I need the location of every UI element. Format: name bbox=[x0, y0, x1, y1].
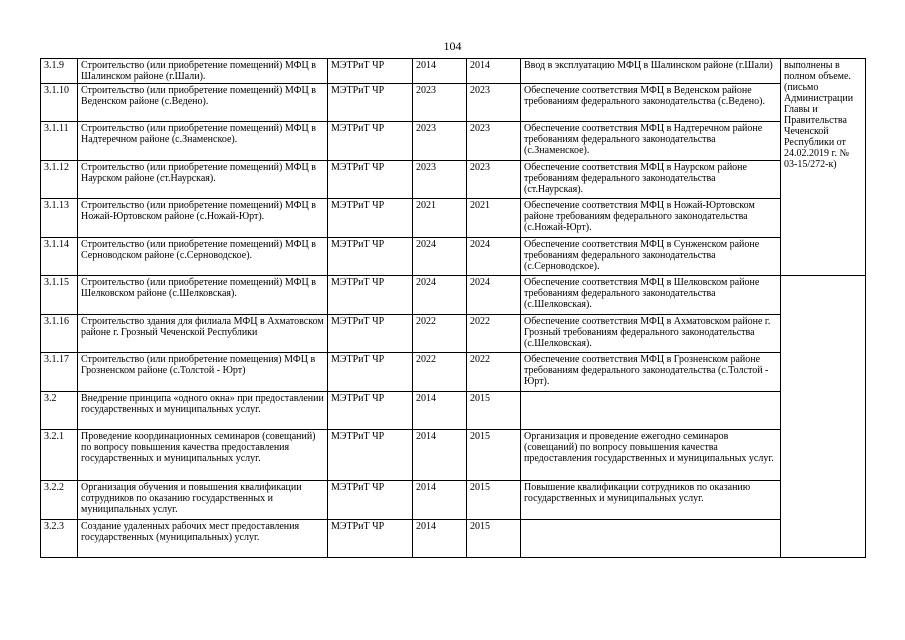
end-year: 2015 bbox=[467, 392, 521, 430]
executor: МЭТРиТ ЧР bbox=[328, 122, 413, 161]
row-number: 3.2 bbox=[41, 392, 78, 430]
measure-name: Создание удаленных рабочих мест предоставления государственных (муниципальных) услуг. bbox=[78, 520, 328, 558]
executor: МЭТРиТ ЧР bbox=[328, 199, 413, 238]
measure-name: Строительство (или приобретение помещений) МФЦ в Ножай-Юртовском районе (с.Ножай-Юрт). bbox=[78, 199, 328, 238]
executor: МЭТРиТ ЧР bbox=[328, 520, 413, 558]
expected-result: Повышение квалификации сотрудников по оказанию государственных и муниципальных услуг. bbox=[521, 481, 781, 520]
table-row bbox=[41, 122, 866, 161]
table-row bbox=[41, 276, 866, 315]
page-number: 104 bbox=[443, 39, 462, 53]
expected-result: Обеспечение соответствия МФЦ в Ахматовском районе г. Грозный требованиям федерального законодательства (с.Шелковская). bbox=[521, 315, 781, 353]
executor: МЭТРиТ ЧР bbox=[328, 430, 413, 481]
start-year: 2014 bbox=[413, 430, 467, 481]
row-number: 3.1.12 bbox=[41, 161, 78, 199]
row-number: 3.2.3 bbox=[41, 520, 78, 558]
measures-table bbox=[40, 58, 866, 558]
expected-result: Ввод в эксплуатацию МФЦ в Шалинском районе (г.Шали) bbox=[521, 59, 781, 84]
end-year: 2023 bbox=[467, 161, 521, 199]
row-number: 3.1.9 bbox=[41, 59, 78, 84]
start-year: 2014 bbox=[413, 59, 467, 84]
start-year: 2023 bbox=[413, 161, 467, 199]
table-row bbox=[41, 353, 866, 392]
end-year: 2015 bbox=[467, 430, 521, 481]
end-year: 2022 bbox=[467, 353, 521, 392]
start-year: 2022 bbox=[413, 315, 467, 353]
expected-result bbox=[521, 392, 781, 430]
end-year: 2024 bbox=[467, 276, 521, 315]
expected-result: Обеспечение соответствия МФЦ в Сунженском районе требованиям федерального законодательства (с.Серноводское). bbox=[521, 238, 781, 276]
row-number: 3.2.2 bbox=[41, 481, 78, 520]
table-row bbox=[41, 199, 866, 238]
expected-result: Обеспечение соответствия МФЦ в Надтеречном районе требованиям федерального законодательства (с.Знаменское). bbox=[521, 122, 781, 161]
start-year: 2024 bbox=[413, 276, 467, 315]
measure-name: Строительство (или приобретение помещения) МФЦ в Грозненском районе (с.Толстой - Юрт) bbox=[78, 353, 328, 392]
expected-result: Обеспечение соответствия МФЦ в Веденском районе требованиям федерального законодательства (с.Ведено). bbox=[521, 84, 781, 122]
row-number: 3.1.10 bbox=[41, 84, 78, 122]
table-row bbox=[41, 520, 866, 558]
executor: МЭТРиТ ЧР bbox=[328, 276, 413, 315]
executor: МЭТРиТ ЧР bbox=[328, 353, 413, 392]
executor: МЭТРиТ ЧР bbox=[328, 481, 413, 520]
expected-result: Обеспечение соответствия МФЦ в Грозненском районе требованиям федерального законодательства (с.Толстой - Юрт). bbox=[521, 353, 781, 392]
end-year: 2015 bbox=[467, 481, 521, 520]
start-year: 2021 bbox=[413, 199, 467, 238]
end-year: 2022 bbox=[467, 315, 521, 353]
table-row bbox=[41, 59, 866, 84]
table-row bbox=[41, 430, 866, 481]
measure-name: Внедрение принципа «одного окна» при предоставлении государственных и муниципальных услуг. bbox=[78, 392, 328, 430]
end-year: 2023 bbox=[467, 122, 521, 161]
executor: МЭТРиТ ЧР bbox=[328, 161, 413, 199]
measure-name: Строительство здания для филиала МФЦ в Ахматовском районе г. Грозный Чеченской Республики bbox=[78, 315, 328, 353]
table-row bbox=[41, 481, 866, 520]
end-year: 2021 bbox=[467, 199, 521, 238]
start-year: 2014 bbox=[413, 481, 467, 520]
measure-name: Проведение координационных семинаров (совещаний) по вопросу повышения качества предоставления государственных и муниципальных услуг. bbox=[78, 430, 328, 481]
row-number: 3.1.17 bbox=[41, 353, 78, 392]
start-year: 2014 bbox=[413, 392, 467, 430]
expected-result: Обеспечение соответствия МФЦ в Ножай-Юртовском районе требованиям федерального законодательства (с.Ножай-Юрт). bbox=[521, 199, 781, 238]
table-row bbox=[41, 161, 866, 199]
start-year: 2014 bbox=[413, 520, 467, 558]
executor: МЭТРиТ ЧР bbox=[328, 84, 413, 122]
row-number: 3.1.14 bbox=[41, 238, 78, 276]
measure-name: Строительство (или приобретение помещений) МФЦ в Веденском районе (с.Ведено). bbox=[78, 84, 328, 122]
end-year: 2015 bbox=[467, 520, 521, 558]
expected-result: Обеспечение соответствия МФЦ в Шелковском районе требованиям федерального законодательства (с.Шелковская). bbox=[521, 276, 781, 315]
measure-name: Строительство (или приобретение помещений) МФЦ в Шалинском районе (г.Шали). bbox=[78, 59, 328, 84]
execution-note: выполнены в полном объеме. (письмо Администрации Главы и Правительства Чеченской Республики от 24.02.2019 г. № 03-15/272-к) bbox=[781, 59, 866, 276]
start-year: 2022 bbox=[413, 353, 467, 392]
start-year: 2023 bbox=[413, 122, 467, 161]
end-year: 2023 bbox=[467, 84, 521, 122]
expected-result bbox=[521, 520, 781, 558]
row-number: 3.1.16 bbox=[41, 315, 78, 353]
measure-name: Строительство (или приобретение помещений) МФЦ в Надтеречном районе (с.Знаменское). bbox=[78, 122, 328, 161]
note-empty-cell bbox=[781, 276, 866, 558]
executor: МЭТРиТ ЧР bbox=[328, 315, 413, 353]
executor: МЭТРиТ ЧР bbox=[328, 59, 413, 84]
end-year: 2014 bbox=[467, 59, 521, 84]
table-row bbox=[41, 84, 866, 122]
start-year: 2023 bbox=[413, 84, 467, 122]
table-row bbox=[41, 392, 866, 430]
executor: МЭТРиТ ЧР bbox=[328, 238, 413, 276]
executor: МЭТРиТ ЧР bbox=[328, 392, 413, 430]
expected-result: Обеспечение соответствия МФЦ в Наурском районе требованиям федерального законодательства (ст.Наурская). bbox=[521, 161, 781, 199]
table-row bbox=[41, 315, 866, 353]
row-number: 3.1.15 bbox=[41, 276, 78, 315]
measure-name: Организация обучения и повышения квалификации сотрудников по оказанию государственных и муниципальных услуг. bbox=[78, 481, 328, 520]
table-row bbox=[41, 238, 866, 276]
measure-name: Строительство (или приобретение помещений) МФЦ в Серноводском районе (с.Серноводское). bbox=[78, 238, 328, 276]
start-year: 2024 bbox=[413, 238, 467, 276]
row-number: 3.1.11 bbox=[41, 122, 78, 161]
measure-name: Строительство (или приобретение помещений) МФЦ в Шелковском районе (с.Шелковская). bbox=[78, 276, 328, 315]
row-number: 3.1.13 bbox=[41, 199, 78, 238]
end-year: 2024 bbox=[467, 238, 521, 276]
measure-name: Строительство (или приобретение помещений) МФЦ в Наурском районе (ст.Наурская). bbox=[78, 161, 328, 199]
expected-result: Организация и проведение ежегодно семинаров (совещаний) по вопросу повышения качества предоставления государственных и муниципальных услуг. bbox=[521, 430, 781, 481]
row-number: 3.2.1 bbox=[41, 430, 78, 481]
